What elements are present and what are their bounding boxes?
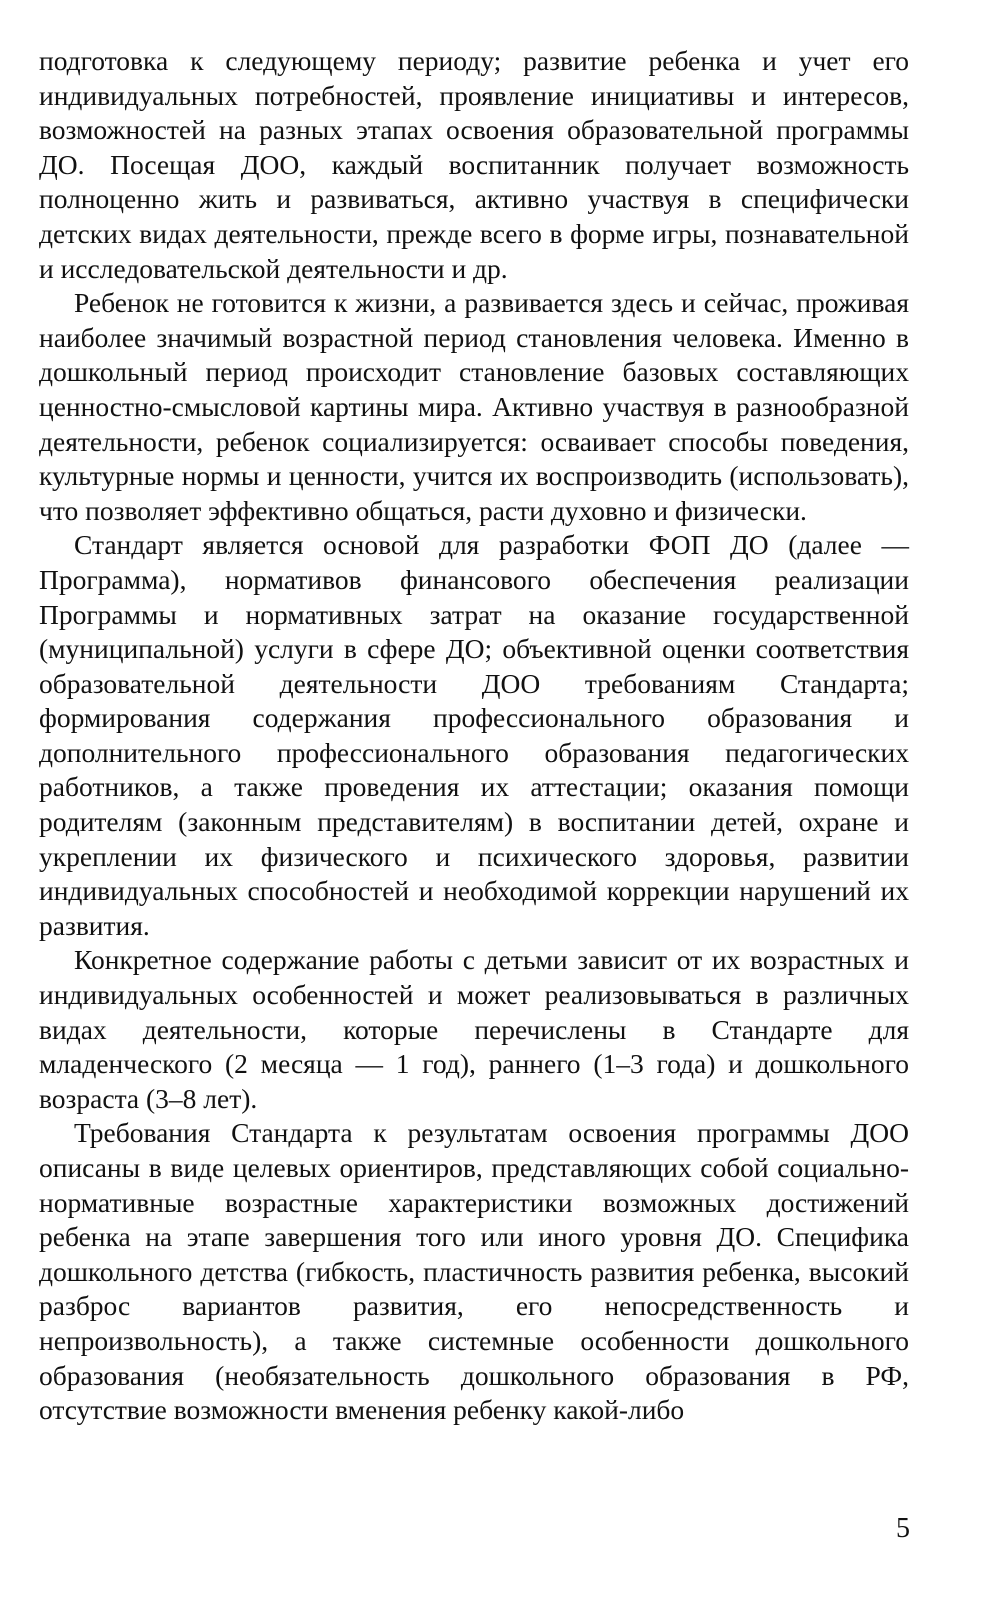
paragraph-5: Требования Стандарта к результатам освоения программы ДОО описаны в виде целевых ориентиров, представляющих собой социально-нормативные возрастные характеристики возможных достижений ребенка на этапе завершения того или иного уровня ДО. Специфика дошкольного детства (гибкость, пластичность развития ребенка, высокий разброс вариантов развития, его непосредственность и непроизвольность), а также системные особенности дошкольного образования (необязательность дошкольного образования в РФ, отсутствие возможности вменения ребенку какой-либо	[39, 1117, 909, 1426]
paragraph-1: подготовка к следующему периоду; развитие ребенка и учет его индивидуальных потребностей, проявление инициативы и интересов, возможностей на разных этапах освоения образовательной программы ДО. Посещая ДОО, каждый воспитанник получает возможность полноценно жить и развиваться, активно участвуя в специфически детских видах деятельности, прежде всего в форме игры, познавательной и исследовательской деятельности и др.	[39, 45, 909, 284]
paragraph-4: Конкретное содержание работы с детьми зависит от их возрастных и индивидуальных особенностей и может реализовываться в различных видах деятельности, которые перечислены в Стандарте для младенческого (2 месяца — 1 год), раннего (1–3 года) и дошкольного возраста (3–8 лет).	[39, 944, 909, 1114]
paragraph-3: Стандарт является основой для разработки ФОП ДО (далее — Программа), нормативов финансового обеспечения реализации Программы и нормативных затрат на оказание государственной (муниципальной) услуги в сфере ДО; объективной оценки соответствия образовательной деятельности ДОО требованиям Стандарта; формирования содержания профессионального образования и дополнительного профессионального образования педагогических работников, а также проведения их аттестации; оказания помощи родителям (законным представителям) в воспитании детей, охране и укреплении их физического и психического здоровья, развитии индивидуальных способностей и необходимой коррекции нарушений их развития.	[39, 529, 909, 941]
document-body	[39, 44, 909, 1428]
page-number: 5	[896, 1513, 910, 1544]
paragraph-2: Ребенок не готовится к жизни, а развивается здесь и сейчас, проживая наиболее значимый возрастной период становления человека. Именно в дошкольный период происходит становление базовых составляющих ценностно-смысловой картины мира. Активно участвуя в разнообразной деятельности, ребенок социализируется: осваивает способы поведения, культурные нормы и ценности, учится их воспроизводить (использовать), что позволяет эффективно общаться, расти духовно и физически.	[39, 287, 909, 526]
